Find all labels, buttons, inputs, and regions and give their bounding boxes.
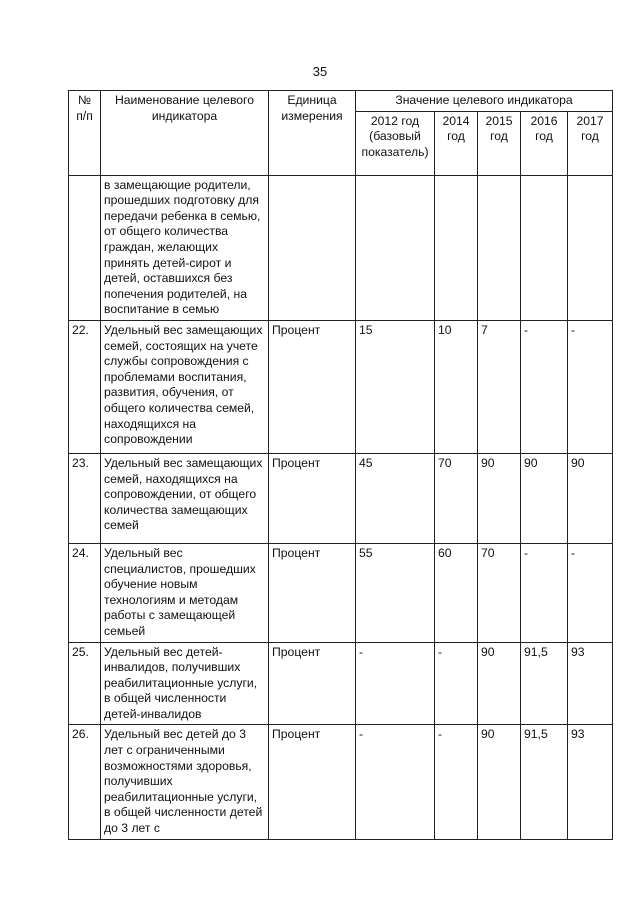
header-name: Наименование целевого индикатора <box>101 91 269 176</box>
row-value-2015: 90 <box>478 453 521 543</box>
row-num: 24. <box>69 543 101 642</box>
row-value-2014: 70 <box>435 453 478 543</box>
row-name: Удельный вес замещающих семей, находящихся на сопровождении, от общего количества замещающих семей <box>101 453 269 543</box>
row-value-2015: 70 <box>478 543 521 642</box>
row-value-2017: 93 <box>568 642 613 725</box>
row-value-2015 <box>478 175 521 320</box>
row-value-2016: 91,5 <box>521 642 568 725</box>
row-value-2016: 90 <box>521 453 568 543</box>
row-value-2014: 10 <box>435 320 478 453</box>
header-values: Значение целевого индикатора <box>356 91 613 112</box>
header-year-2017: 2017 год <box>568 111 613 175</box>
header-year-2016: 2016 год <box>521 111 568 175</box>
row-num: 26. <box>69 725 101 839</box>
row-value-2017: - <box>568 320 613 453</box>
row-num <box>69 175 101 320</box>
header-row-1 <box>69 91 613 112</box>
table-row <box>69 175 613 320</box>
row-value-2014: - <box>435 642 478 725</box>
row-value-2017 <box>568 175 613 320</box>
row-value-2017: 90 <box>568 453 613 543</box>
row-value-2012 <box>356 175 435 320</box>
row-num: 25. <box>69 642 101 725</box>
row-name: Удельный вес замещающих семей, состоящих на учете службы сопровождения с проблемами воспитания, развития, обучения, от общего количества семей, находящихся на сопровождении <box>101 320 269 453</box>
page-number: 35 <box>312 64 328 79</box>
row-value-2016: - <box>521 320 568 453</box>
indicators-table <box>68 90 613 840</box>
row-unit: Процент <box>269 725 356 839</box>
row-num: 22. <box>69 320 101 453</box>
header-year-2015: 2015 год <box>478 111 521 175</box>
header-year-2014: 2014 год <box>435 111 478 175</box>
table-row <box>69 543 613 642</box>
row-value-2016: - <box>521 543 568 642</box>
row-unit: Процент <box>269 543 356 642</box>
row-unit: Процент <box>269 453 356 543</box>
row-value-2015: 90 <box>478 725 521 839</box>
row-num: 23. <box>69 453 101 543</box>
row-value-2012: 55 <box>356 543 435 642</box>
row-value-2014 <box>435 175 478 320</box>
row-value-2016: 91,5 <box>521 725 568 839</box>
row-value-2014: - <box>435 725 478 839</box>
row-value-2017: - <box>568 543 613 642</box>
table-row <box>69 725 613 839</box>
row-unit: Процент <box>269 320 356 453</box>
row-value-2015: 90 <box>478 642 521 725</box>
row-unit: Процент <box>269 642 356 725</box>
row-value-2012: 15 <box>356 320 435 453</box>
header-unit: Единица измерения <box>269 91 356 176</box>
row-name: в замещающие родители, прошедших подготовку для передачи ребенка в семью, от общего количества граждан, желающих принять детей-сирот и детей, оставшихся без попечения родителей, на воспитание в семью <box>101 175 269 320</box>
table-row <box>69 320 613 453</box>
row-name: Удельный вес специалистов, прошедших обучение новым технологиям и методам работы с замещающей семьей <box>101 543 269 642</box>
table-row <box>69 642 613 725</box>
row-value-2012: - <box>356 725 435 839</box>
row-value-2015: 7 <box>478 320 521 453</box>
row-value-2017: 93 <box>568 725 613 839</box>
header-year-2012: 2012 год (базовый показатель) <box>356 111 435 175</box>
row-value-2014: 60 <box>435 543 478 642</box>
row-unit <box>269 175 356 320</box>
header-num: № п/п <box>69 91 101 176</box>
row-value-2012: - <box>356 642 435 725</box>
table-row <box>69 453 613 543</box>
row-value-2016 <box>521 175 568 320</box>
row-name: Удельный вес детей до 3 лет с ограниченными возможностями здоровья, получивших реабилитационные услуги, в общей численности детей до 3 лет с <box>101 725 269 839</box>
row-value-2012: 45 <box>356 453 435 543</box>
row-name: Удельный вес детей-инвалидов, получивших реабилитационные услуги, в общей численности детей-инвалидов <box>101 642 269 725</box>
